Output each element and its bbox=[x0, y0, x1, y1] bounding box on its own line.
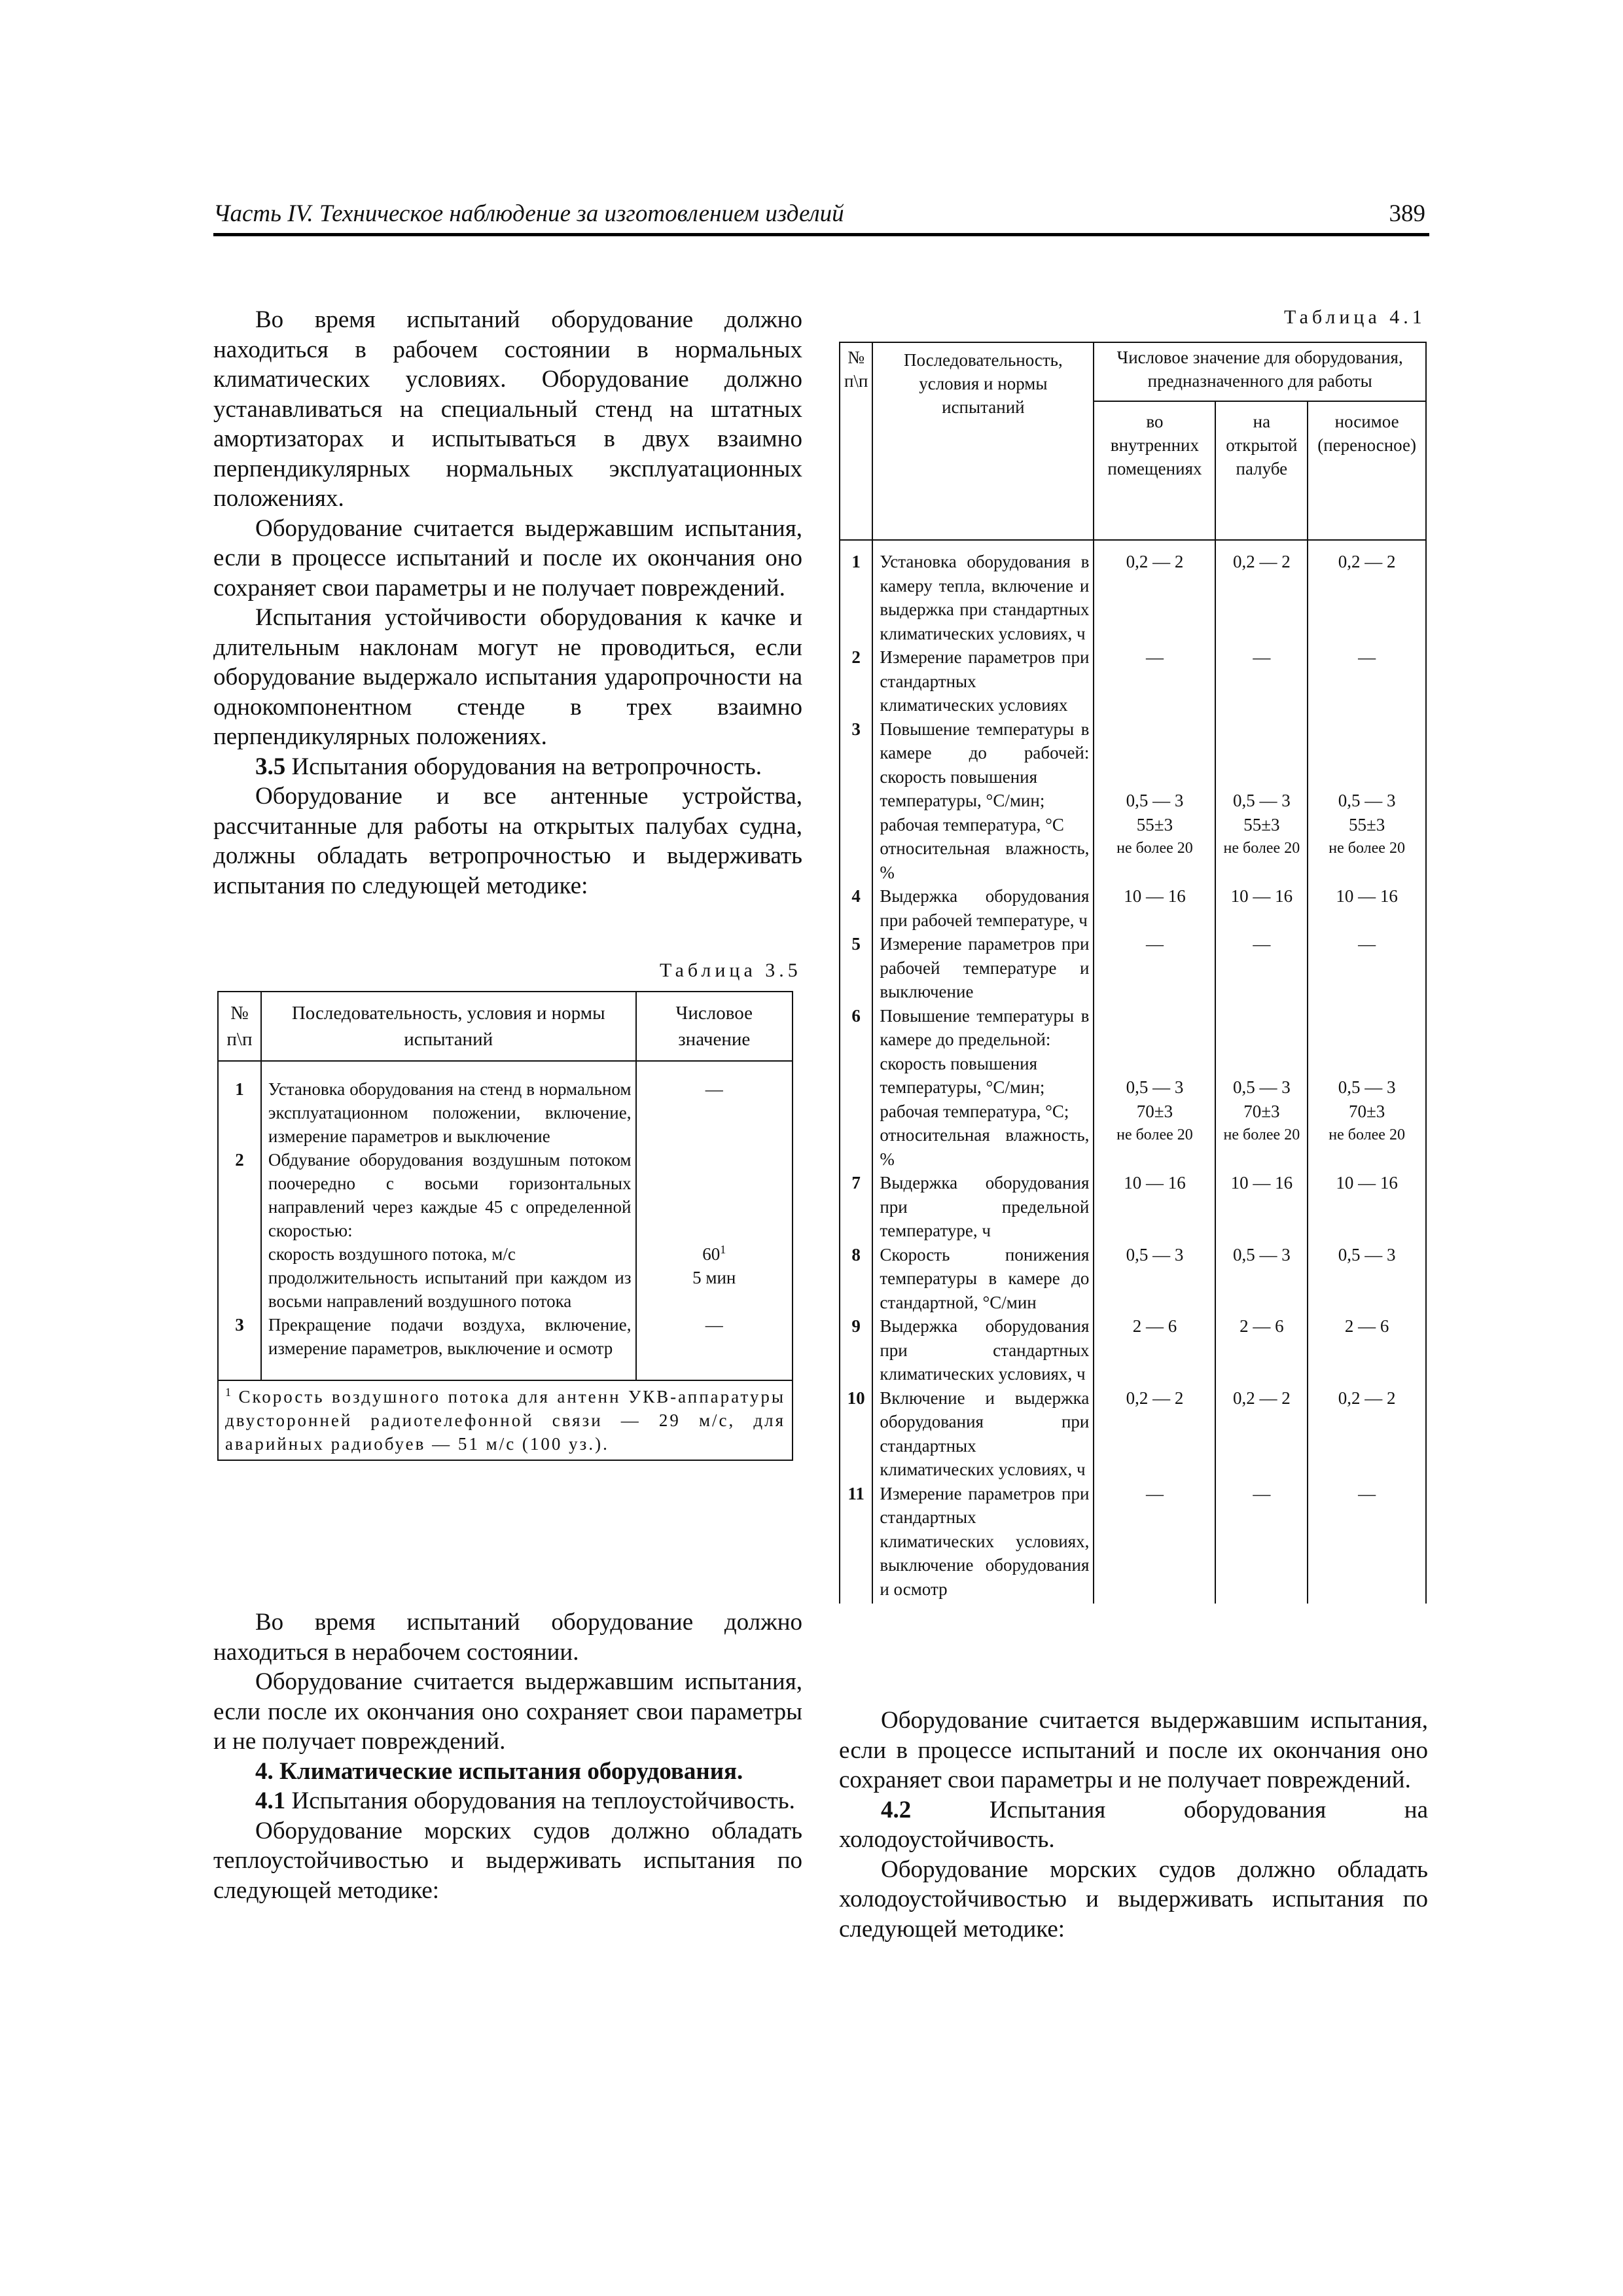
row-value: 70±3 bbox=[1215, 1100, 1308, 1124]
left-column-top bbox=[213, 305, 802, 901]
row-description: Выдержка оборудования при стандартных климатических условиях, ч bbox=[872, 1314, 1094, 1386]
table-row bbox=[218, 1061, 793, 1148]
row-description: скорость повышения bbox=[872, 1052, 1094, 1076]
row-value: не более 20 bbox=[1215, 1123, 1308, 1171]
table-row bbox=[840, 884, 1426, 932]
table-caption: Таблица 3.5 bbox=[660, 960, 802, 981]
row-value: 0,5 — 3 bbox=[1094, 1075, 1215, 1100]
table-3-5 bbox=[217, 991, 793, 1461]
row-number bbox=[840, 813, 872, 837]
row-value bbox=[1308, 717, 1426, 789]
table-row bbox=[218, 1148, 793, 1242]
row-value: — bbox=[1215, 1482, 1308, 1604]
paragraph: Оборудование считается выдержавшим испытания, если в процессе испытаний и после их окончания оно сохраняет свои параметры и не получает повреждений. bbox=[213, 514, 802, 601]
row-value: не более 20 bbox=[1308, 1123, 1426, 1171]
column-header: во внутренних помещениях bbox=[1094, 401, 1215, 540]
row-value: 55±3 bbox=[1308, 813, 1426, 837]
row-value: 0,5 — 3 bbox=[1094, 1243, 1215, 1315]
section-heading bbox=[213, 1757, 802, 1787]
row-description: Выдержка оборудования при рабочей температуре, ч bbox=[872, 884, 1094, 932]
row-value: 0,2 — 2 bbox=[1308, 1386, 1426, 1482]
row-number: 5 bbox=[840, 932, 872, 1004]
row-value: 0,5 — 3 bbox=[1215, 1243, 1308, 1315]
table-footnote bbox=[218, 1380, 793, 1460]
section-title: Испытания оборудования на теплоустойчивость. bbox=[285, 1787, 795, 1814]
paragraph: Во время испытаний оборудование должно находиться в рабочем состоянии в нормальных климатических условиях. Оборудование должно устанавливаться на специальный стенд на штатных амортизаторах и испытываться в двух взаимно перпендикулярных нормальных эксплуатационных положениях. bbox=[213, 306, 802, 512]
row-value: 70±3 bbox=[1308, 1100, 1426, 1124]
column-header: № п\п bbox=[840, 342, 872, 540]
section-title: Испытания оборудования на ветропрочность. bbox=[285, 753, 762, 780]
row-description: Прекращение подачи воздуха, включение, измерение параметров, выключение и осмотр bbox=[261, 1313, 636, 1380]
table-row bbox=[218, 1242, 793, 1266]
paragraph: Во время испытаний оборудование должно находиться в нерабочем состоянии. bbox=[213, 1609, 802, 1666]
row-description: рабочая температура, °С; bbox=[872, 1100, 1094, 1124]
row-number: 2 bbox=[218, 1148, 261, 1242]
row-description: Измерение параметров при рабочей температуре и выключение bbox=[872, 932, 1094, 1004]
left-column-bottom bbox=[213, 1607, 802, 1905]
table-row bbox=[840, 1482, 1426, 1604]
row-number bbox=[840, 1075, 872, 1100]
row-number: 2 bbox=[840, 645, 872, 717]
row-value: 0,5 — 3 bbox=[1215, 789, 1308, 813]
table-row bbox=[840, 836, 1426, 884]
row-value: 10 — 16 bbox=[1215, 1171, 1308, 1243]
row-description: Установка оборудования на стенд в нормальном эксплуатационном положении, включение, измерение параметров и выключение bbox=[261, 1061, 636, 1148]
paragraph: Оборудование морских судов должно обладать холодоустойчивостью и выдерживать испытания по следующей методике: bbox=[839, 1856, 1428, 1943]
row-number: 3 bbox=[840, 717, 872, 789]
row-value: 0,5 — 3 bbox=[1308, 1243, 1426, 1315]
row-value: 10 — 16 bbox=[1215, 884, 1308, 932]
footnote-mark: 1 bbox=[720, 1243, 726, 1256]
table-row bbox=[840, 717, 1426, 789]
footnote-mark: 1 bbox=[225, 1386, 231, 1399]
section-heading bbox=[213, 752, 802, 782]
table-row bbox=[840, 540, 1426, 645]
page-number: 389 bbox=[1389, 200, 1425, 227]
row-number bbox=[218, 1266, 261, 1313]
column-header: носимое (переносное) bbox=[1308, 401, 1426, 540]
row-value: — bbox=[1094, 932, 1215, 1004]
row-value: 0,2 — 2 bbox=[1094, 1386, 1215, 1482]
row-value: — bbox=[1308, 645, 1426, 717]
section-number: 3.5 bbox=[255, 753, 286, 780]
row-number: 10 bbox=[840, 1386, 872, 1482]
row-value: 10 — 16 bbox=[1308, 884, 1426, 932]
value-text: 60 bbox=[702, 1244, 721, 1264]
column-header: Последовательность, условия и нормы испытаний bbox=[261, 992, 636, 1061]
table-row bbox=[840, 813, 1426, 837]
right-column-bottom bbox=[839, 1706, 1428, 1944]
section-heading bbox=[839, 1795, 1428, 1855]
table-row bbox=[840, 1386, 1426, 1482]
row-number: 3 bbox=[218, 1313, 261, 1380]
running-title: Часть IV. Техническое наблюдение за изготовлением изделий bbox=[213, 200, 844, 227]
row-value bbox=[1094, 717, 1215, 789]
row-description: Измерение параметров при стандартных климатических условиях bbox=[872, 645, 1094, 717]
row-number: 6 bbox=[840, 1004, 872, 1052]
row-value bbox=[1215, 1052, 1308, 1076]
row-value: 0,5 — 3 bbox=[1215, 1075, 1308, 1100]
row-value: 0,2 — 2 bbox=[1215, 1386, 1308, 1482]
row-description: относительная влажность, % bbox=[872, 1123, 1094, 1171]
row-number bbox=[840, 1123, 872, 1171]
row-description: относительная влажность, % bbox=[872, 836, 1094, 884]
row-value: не более 20 bbox=[1308, 836, 1426, 884]
table-row bbox=[840, 1052, 1426, 1076]
row-value: 10 — 16 bbox=[1308, 1171, 1426, 1243]
row-value: 0,5 — 3 bbox=[1308, 1075, 1426, 1100]
row-value bbox=[636, 1148, 793, 1242]
row-value: — bbox=[1308, 1482, 1426, 1604]
table-row bbox=[840, 1243, 1426, 1315]
section-title: Испытания оборудования на холодоустойчивость. bbox=[839, 1796, 1428, 1853]
paragraph: Оборудование считается выдержавшим испытания, если после их окончания оно сохраняет свои параметры и не получает повреждений. bbox=[213, 1668, 802, 1755]
row-value: 0,5 — 3 bbox=[1308, 789, 1426, 813]
row-description: Повышение температуры в камере до предельной: bbox=[872, 1004, 1094, 1052]
row-value: 2 — 6 bbox=[1215, 1314, 1308, 1386]
row-description: Измерение параметров при стандартных климатических условиях, выключение оборудования и осмотр bbox=[872, 1482, 1094, 1604]
table-row bbox=[840, 1004, 1426, 1052]
table-footnote-row bbox=[218, 1380, 793, 1460]
row-value: не более 20 bbox=[1215, 836, 1308, 884]
row-value bbox=[1215, 717, 1308, 789]
row-value: 55±3 bbox=[1094, 813, 1215, 837]
row-value: — bbox=[1308, 932, 1426, 1004]
row-value: — bbox=[1094, 645, 1215, 717]
row-number bbox=[218, 1242, 261, 1266]
row-number bbox=[840, 1052, 872, 1076]
column-header: Последовательность, условия и нормы испытаний bbox=[872, 342, 1094, 540]
table-body bbox=[840, 540, 1426, 1604]
table-row bbox=[840, 1314, 1426, 1386]
section-number: 4.1 bbox=[255, 1787, 286, 1814]
table-row bbox=[840, 1123, 1426, 1171]
row-value bbox=[636, 1242, 793, 1266]
row-value: — bbox=[1094, 1482, 1215, 1604]
paragraph: Оборудование считается выдержавшим испытания, если в процессе испытаний и после их окончания оно сохраняет свои параметры и не получает повреждений. bbox=[839, 1707, 1428, 1793]
table-row bbox=[218, 1313, 793, 1380]
row-value: 0,2 — 2 bbox=[1094, 540, 1215, 645]
row-number bbox=[840, 836, 872, 884]
row-value bbox=[1094, 1052, 1215, 1076]
row-value: — bbox=[636, 1313, 793, 1380]
row-description: продолжительность испытаний при каждом из восьми направлений воздушного потока bbox=[261, 1266, 636, 1313]
row-number: 1 bbox=[218, 1061, 261, 1148]
row-number: 1 bbox=[840, 540, 872, 645]
row-description: температуры, °С/мин; bbox=[872, 789, 1094, 813]
table-row bbox=[840, 1171, 1426, 1243]
row-description: Скорость понижения температуры в камере до стандартной, °С/мин bbox=[872, 1243, 1094, 1315]
table-row bbox=[218, 1266, 793, 1313]
row-number: 7 bbox=[840, 1171, 872, 1243]
row-value: 10 — 16 bbox=[1094, 1171, 1215, 1243]
row-value: 2 — 6 bbox=[1308, 1314, 1426, 1386]
row-description: Обдувание оборудования воздушным потоком поочередно с восьми горизонтальных направлений через каждые 45 с определенной скоростью: bbox=[261, 1148, 636, 1242]
row-description: Повышение температуры в камере до рабочей: скорость повышения bbox=[872, 717, 1094, 789]
row-number: 11 bbox=[840, 1482, 872, 1604]
table-row bbox=[840, 1100, 1426, 1124]
page-header bbox=[213, 196, 1429, 236]
row-number: 8 bbox=[840, 1243, 872, 1315]
table-row bbox=[840, 789, 1426, 813]
row-number bbox=[840, 1100, 872, 1124]
row-description: скорость воздушного потока, м/с bbox=[261, 1242, 636, 1266]
paragraph: Испытания устойчивости оборудования к качке и длительным наклонам могут не проводиться, если оборудование выдержало испытания ударопрочности на однокомпонентном стенде в трех взаимно перпендикулярных положениях. bbox=[213, 604, 802, 750]
row-value: не более 20 bbox=[1094, 836, 1215, 884]
section-heading bbox=[213, 1786, 802, 1816]
column-header: Числовое значение bbox=[636, 992, 793, 1061]
table-row bbox=[840, 645, 1426, 717]
table-4-1 bbox=[839, 342, 1427, 1604]
row-value bbox=[1094, 1004, 1215, 1052]
row-value bbox=[1308, 1052, 1426, 1076]
table-caption: Таблица 4.1 bbox=[1284, 306, 1426, 328]
row-value: 0,2 — 2 bbox=[1308, 540, 1426, 645]
table-header-row bbox=[218, 992, 793, 1061]
row-value: 55±3 bbox=[1215, 813, 1308, 837]
row-value: — bbox=[1215, 932, 1308, 1004]
paragraph: Оборудование и все антенные устройства, рассчитанные для работы на открытых палубах судна, должны обладать ветропрочностью и выдерживать испытания по следующей методике: bbox=[213, 783, 802, 899]
row-number: 4 bbox=[840, 884, 872, 932]
row-description: Выдержка оборудования при предельной температуре, ч bbox=[872, 1171, 1094, 1243]
row-number bbox=[840, 789, 872, 813]
row-value: — bbox=[1215, 645, 1308, 717]
row-value: — bbox=[636, 1061, 793, 1148]
row-number: 9 bbox=[840, 1314, 872, 1386]
paragraph: Оборудование морских судов должно обладать теплоустойчивостью и выдерживать испытания по следующей методике: bbox=[213, 1817, 802, 1904]
row-description: Установка оборудования в камеру тепла, включение и выдержка при стандартных климатических условиях, ч bbox=[872, 540, 1094, 645]
table-header-row bbox=[840, 342, 1426, 401]
table-row bbox=[840, 932, 1426, 1004]
row-value: 5 мин bbox=[636, 1266, 793, 1313]
row-value: 10 — 16 bbox=[1094, 884, 1215, 932]
footnote-text: Скорость воздушного потока для антенн УКВ-аппаратуры двусторонней радиотелефонной связи — 29 м/с, для аварийных радиобуев — 51 м/с (100 уз.). bbox=[225, 1387, 785, 1454]
column-header: № п\п bbox=[218, 992, 261, 1061]
row-value bbox=[1308, 1004, 1426, 1052]
row-value bbox=[1215, 1004, 1308, 1052]
row-value: не более 20 bbox=[1094, 1123, 1215, 1171]
row-value: 0,2 — 2 bbox=[1215, 540, 1308, 645]
section-number: 4.2 bbox=[881, 1796, 912, 1823]
table-row bbox=[840, 1075, 1426, 1100]
row-value: 0,5 — 3 bbox=[1094, 789, 1215, 813]
column-header: на открытой палубе bbox=[1215, 401, 1308, 540]
row-description: Включение и выдержка оборудования при стандартных климатических условиях, ч bbox=[872, 1386, 1094, 1482]
row-description: рабочая температура, °С bbox=[872, 813, 1094, 837]
column-group-header: Числовое значение для оборудования, предназначенного для работы bbox=[1094, 342, 1426, 401]
section-title: 4. Климатические испытания оборудования. bbox=[255, 1757, 743, 1785]
row-description: температуры, °С/мин; bbox=[872, 1075, 1094, 1100]
row-value: 70±3 bbox=[1094, 1100, 1215, 1124]
row-value: 2 — 6 bbox=[1094, 1314, 1215, 1386]
